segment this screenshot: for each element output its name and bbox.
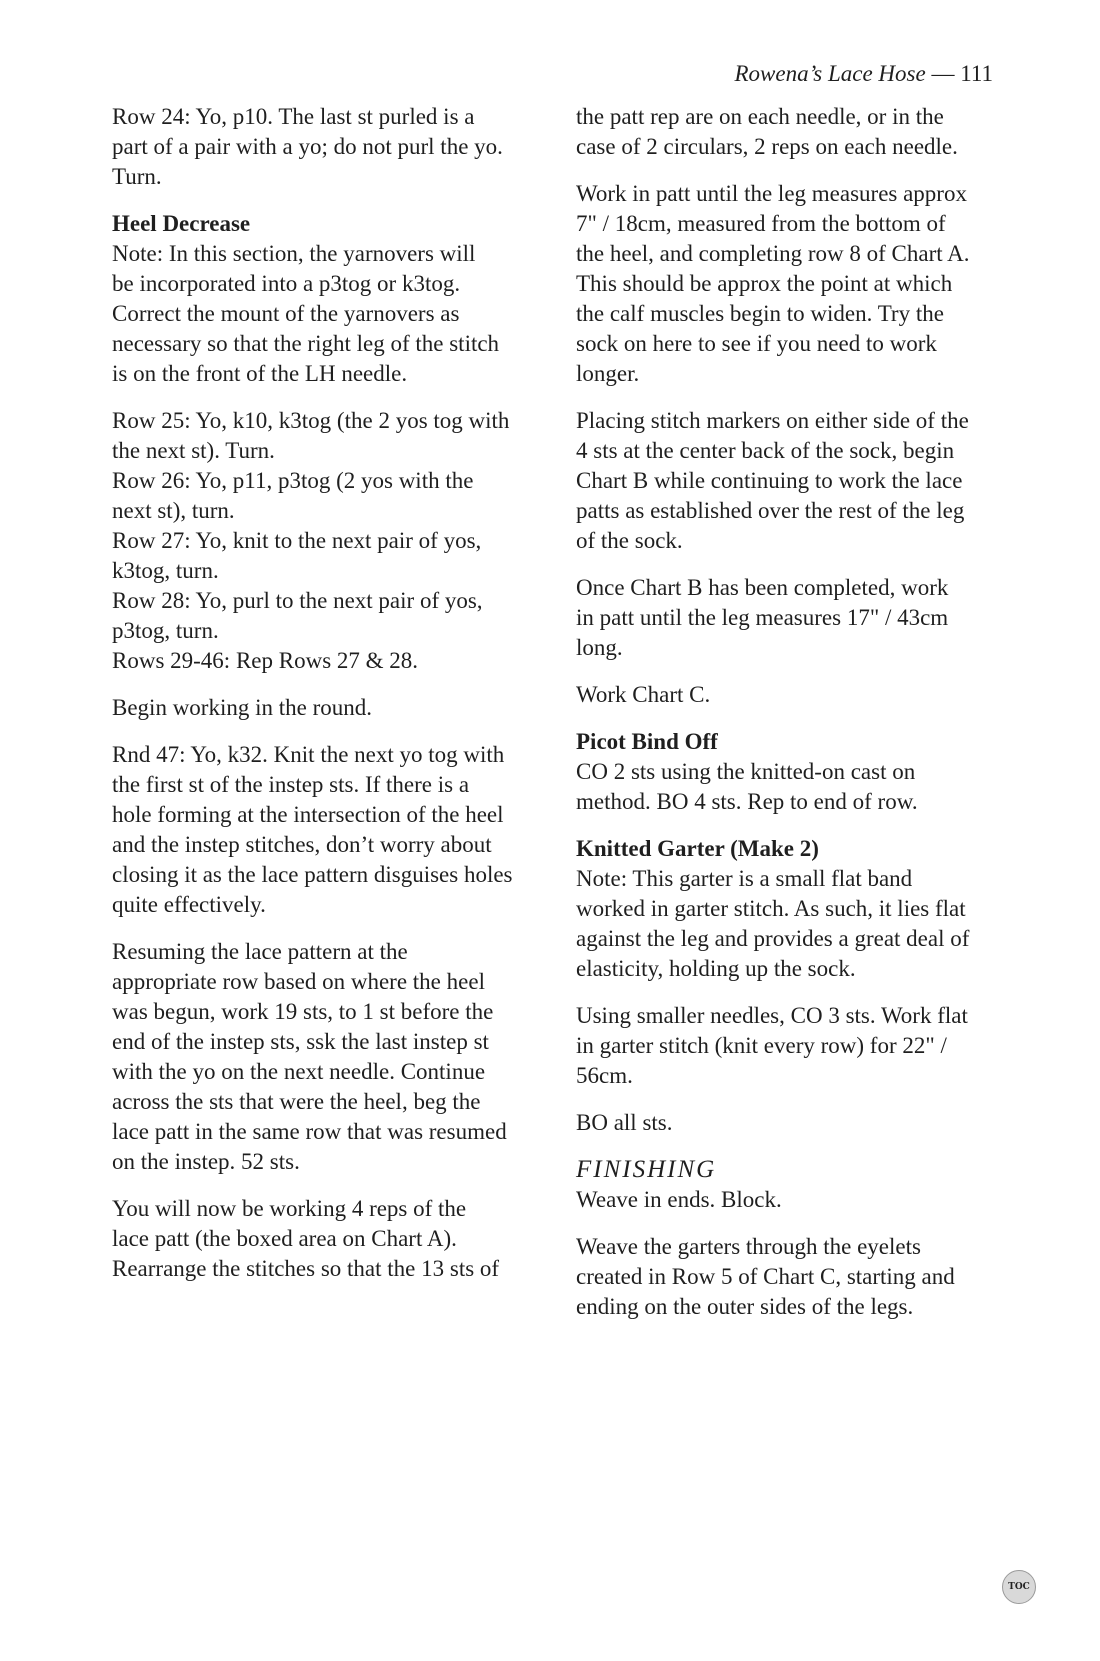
begin-round-paragraph: Begin working in the round. bbox=[112, 695, 372, 720]
running-head-separator: — bbox=[925, 61, 961, 86]
rows-25-46-paragraph: Row 25: Yo, k10, k3tog (the 2 yos tog with the next st). Turn. Row 26: Yo, p11, p3tog (2 yos with the next st), turn. Row 27: Yo, knit to the next pair of yos, k3tog, turn. Row 28: Yo, purl to the next pair of yos, p3tog, turn. Rows 29-46: Rep Rows 27 & 28. bbox=[112, 408, 510, 673]
patt-rep-paragraph: the patt rep are on each needle, or in the case of 2 circulars, 2 reps on each needle. bbox=[576, 104, 958, 159]
work-chart-c-paragraph: Work Chart C. bbox=[576, 682, 711, 707]
weave-ends-paragraph: Weave in ends. Block. bbox=[576, 1187, 782, 1212]
bind-off-all-paragraph: BO all sts. bbox=[576, 1110, 673, 1135]
garter-steps-paragraph: Using smaller needles, CO 3 sts. Work flat in garter stitch (knit every row) for 22" / 56cm. bbox=[576, 1003, 968, 1088]
chart-b-complete-paragraph: Once Chart B has been completed, work in patt until the leg measures 17" / 43cm long. bbox=[576, 575, 949, 660]
garter-note-paragraph: Note: This garter is a small flat band worked in garter stitch. As such, it lies flat against the leg and provides a great deal of elasticity, holding up the sock. bbox=[576, 866, 970, 981]
page-number: 111 bbox=[960, 61, 993, 86]
picot-bind-off-heading: Picot Bind Off bbox=[576, 729, 718, 754]
work-in-patt-paragraph: Work in patt until the leg measures approx 7" / 18cm, measured from the bottom of the heel, and completing row 8 of Chart A. This should be approx the point at which the calf muscles begin to widen. Try the sock on here to see if you need to work longer. bbox=[576, 181, 970, 386]
knitted-garter-heading: Knitted Garter (Make 2) bbox=[576, 836, 819, 861]
left-column bbox=[112, 102, 540, 1301]
running-head-title: Rowena’s Lace Hose bbox=[734, 61, 926, 86]
stitch-markers-paragraph: Placing stitch markers on either side of the 4 sts at the center back of the sock, begin Chart B while continuing to work the lace patts as established over the rest of the leg of the sock. bbox=[576, 408, 969, 553]
right-column bbox=[576, 102, 1006, 1339]
rnd-47-paragraph: Rnd 47: Yo, k32. Knit the next yo tog with the first st of the instep sts. If there is a hole forming at the intersection of the heel and the instep stitches, don’t worry about closing it as the lace pattern disguises holes quite effectively. bbox=[112, 742, 513, 917]
resuming-paragraph: Resuming the lace pattern at the appropriate row based on where the heel was begun, work 19 sts, to 1 st before the end of the instep sts, ssk the last instep st with the yo on the next needle. Continue across the sts that were the heel, beg the lace patt in the same row that was resumed on the instep. 52 sts. bbox=[112, 939, 507, 1174]
weave-garters-paragraph: Weave the garters through the eyelets created in Row 5 of Chart C, starting and ending on the outer sides of the legs. bbox=[576, 1234, 955, 1319]
heel-decrease-heading: Heel Decrease bbox=[112, 211, 251, 236]
heel-note-paragraph: Note: In this section, the yarnovers will be incorporated into a p3tog or k3tog. Correct the mount of the yarnovers as necessary so that the right leg of the stitch is on the front of the LH needle. bbox=[112, 241, 500, 386]
reps-paragraph: You will now be working 4 reps of the lace patt (the boxed area on Chart A). Rearrange the stitches so that the 13 sts of bbox=[112, 1196, 500, 1281]
finishing-heading: FINISHING bbox=[576, 1156, 717, 1183]
toc-button[interactable]: TOC bbox=[1002, 1570, 1036, 1604]
picot-bind-off-paragraph: CO 2 sts using the knitted-on cast on method. BO 4 sts. Rep to end of row. bbox=[576, 759, 918, 814]
row-24-paragraph: Row 24: Yo, p10. The last st purled is a part of a pair with a yo; do not purl the yo. Turn. bbox=[112, 104, 503, 189]
running-head bbox=[734, 61, 993, 87]
